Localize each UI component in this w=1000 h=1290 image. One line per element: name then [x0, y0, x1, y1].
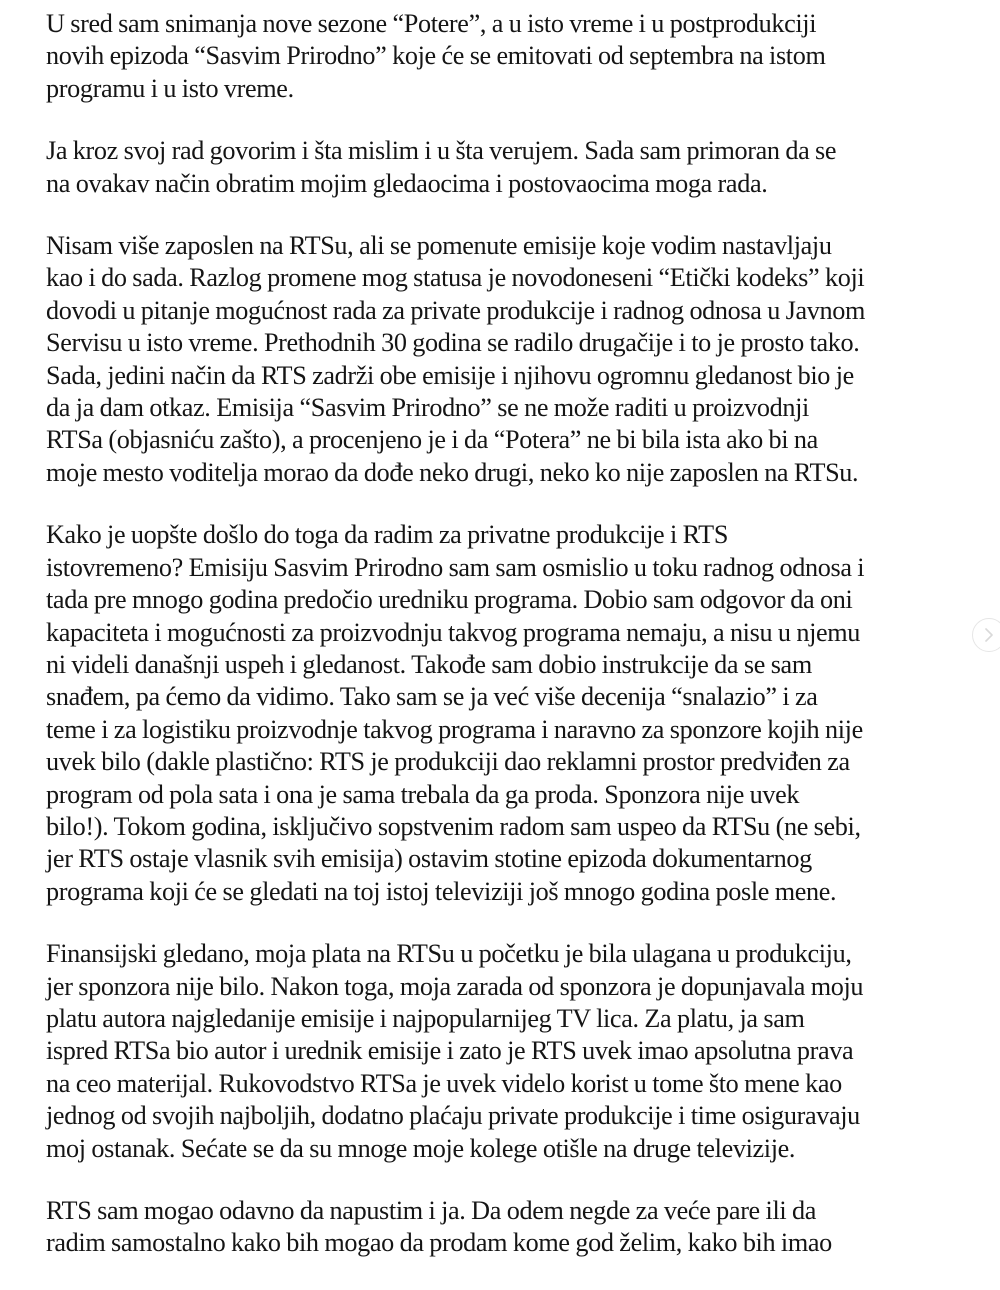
- text-line: kapaciteta i mogućnosti za proizvodnju takvog programa nemaju, a nisu u njemu: [46, 617, 861, 647]
- paragraph-history: [46, 519, 966, 908]
- text-line: na ovakav način obratim mojim gledaocima i postovaocima moga rada.: [46, 168, 768, 198]
- text-line: da ja dam otkaz. Emisija “Sasvim Prirodno” se ne može raditi u proizvodnji: [46, 393, 809, 423]
- text-line: jednog od svojih najboljih, dodatno plaćaju private produkcije i time osiguravaju: [46, 1101, 860, 1131]
- text-line: jer sponzora nije bilo. Nakon toga, moja zarada od sponzora je dopunjavala moju: [46, 971, 864, 1001]
- document-body: [46, 8, 966, 1290]
- text-line: jer RTS ostaje vlasnik svih emisija) ostavim stotine epizoda dokumentarnog: [46, 844, 812, 874]
- text-line: platu autora najgledanije emisije i najpopularnijeg TV lica. Za platu, ja sam: [46, 1003, 805, 1033]
- text-line: uvek bilo (dakle plastično: RTS je produkciji dao reklamni prostor predviđen za: [46, 747, 850, 777]
- text-line: RTSa (objasniću zašto), a procenjeno je i da “Potera” ne bi bila ista ako bi na: [46, 425, 818, 455]
- chevron-right-icon: [982, 627, 996, 643]
- paragraph-leaving: [46, 1195, 966, 1260]
- paragraph-status: [46, 230, 966, 489]
- paragraph-finances: [46, 938, 966, 1165]
- text-line: snađem, pa ćemo da vidimo. Tako sam se ja već više decenija “snalazio” i za: [46, 682, 818, 712]
- text-line: dovodi u pitanje mogućnost rada za private produkcije i radnog odnosa u Javnom: [46, 295, 866, 325]
- text-line: moje mesto voditelja morao da dođe neko drugi, neko ko nije zaposlen na RTSu.: [46, 457, 859, 487]
- text-line: ni videli današnji uspeh i gledanost. Takođe sam dobio instrukcije da se sam: [46, 649, 812, 679]
- text-line: ispred RTSa bio autor i urednik emisije i zato je RTS uvek imao apsolutna prava: [46, 1036, 854, 1066]
- text-line: istovremeno? Emisiju Sasvim Prirodno sam sam osmislio u toku radnog odnosa i: [46, 552, 865, 582]
- text-line: teme i za logistiku proizvodnje takvog programa i naravno za sponzore kojih nije: [46, 714, 863, 744]
- text-line: bilo!). Tokom godina, isključivo sopstvenim radom sam uspeo da RTSu (ne sebi,: [46, 811, 861, 841]
- paragraph-address: [46, 135, 966, 200]
- text-line: Servisu u isto vreme. Prethodnih 30 godina se radilo drugačije i to je prosto tako.: [46, 328, 860, 358]
- text-line: radim samostalno kako bih mogao da prodam kome god želim, kako bih imao: [46, 1228, 832, 1258]
- text-line: kao i do sada. Razlog promene mog statusa je novodoneseni “Etički kodeks” koji: [46, 263, 865, 293]
- text-line: novih epizoda “Sasvim Prirodno” koje će se emitovati od septembra na istom: [46, 41, 826, 71]
- text-line: tada pre mnogo godina predočio uredniku programa. Dobio sam odgovor da oni: [46, 585, 853, 615]
- text-line: programu i u isto vreme.: [46, 73, 294, 103]
- text-line: program od pola sata i ona je sama trebala da ga proda. Sponzora nije uvek: [46, 779, 800, 809]
- text-line: Kako je uopšte došlo do toga da radim za privatne produkcije i RTS: [46, 520, 729, 550]
- carousel-next-button[interactable]: [972, 618, 1000, 652]
- text-line: Sada, jedini način da RTS zadrži obe emisije i njihovu ogromnu gledanost bio je: [46, 360, 854, 390]
- text-line: RTS sam mogao odavno da napustim i ja. Da odem negde za veće pare ili da: [46, 1196, 817, 1225]
- text-line: Nisam više zaposlen na RTSu, ali se pomenute emisije koje vodim nastavljaju: [46, 231, 832, 261]
- text-line: Finansijski gledano, moja plata na RTSu u početku je bila ulagana u produkciju,: [46, 939, 852, 969]
- text-line: na ceo materijal. Rukovodstvo RTSa je uvek videlo korist u tome što mene kao: [46, 1068, 842, 1098]
- text-line: U sred sam snimanja nove sezone “Potere”, a u isto vreme i u postprodukciji: [46, 9, 817, 38]
- paragraph-intro: [46, 8, 966, 105]
- text-line: Ja kroz svoj rad govorim i šta mislim i u šta verujem. Sada sam primoran da se: [46, 136, 837, 166]
- text-line: programa koji će se gledati na toj istoj televiziji još mnogo godina posle mene.: [46, 876, 837, 906]
- text-line: moj ostanak. Sećate se da su mnoge moje kolege otišle na druge televizije.: [46, 1133, 796, 1163]
